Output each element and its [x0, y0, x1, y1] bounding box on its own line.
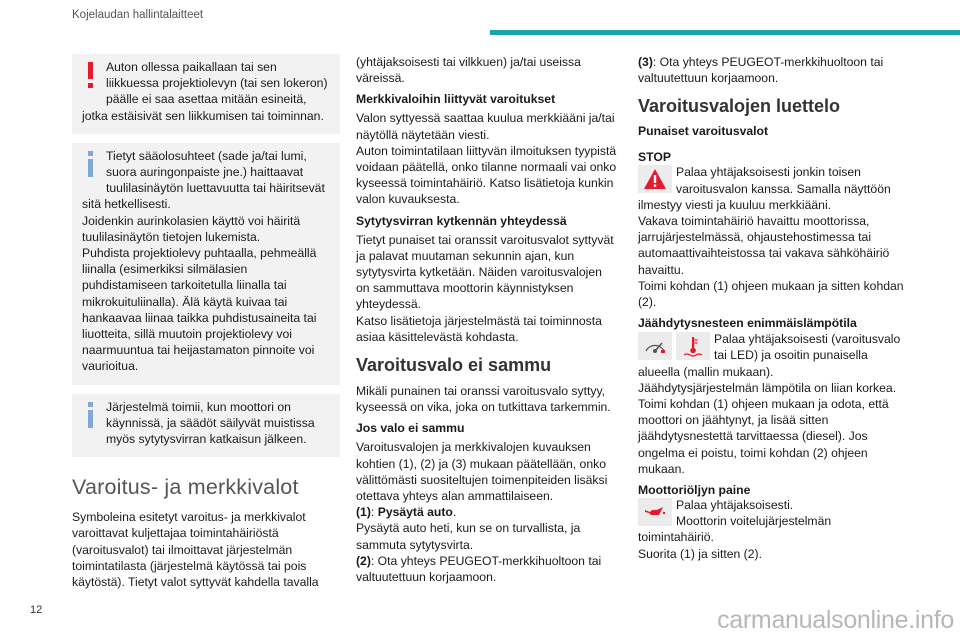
oil-pressure-entry — [638, 497, 910, 546]
stop-light-text: Palaa yhtäjaksoisesti jonkin toisen varoitusvalon kanssa. Samalla näyttöön ilmestyy viesti ja kuuluu merkkiääni. — [638, 165, 891, 212]
step-2-text: : Ota yhteys PEUGEOT-merkkihuoltoon tai valtuutettuun korjaamoon. — [356, 553, 602, 585]
paragraph: Valon syttyessä saattaa kuulua merkkiääni ja/tai näytöllä näytetään viesti. — [356, 111, 615, 142]
paragraph: (yhtäjaksoisesti tai vilkkuen) ja/tai useissa väreissä. — [356, 55, 581, 86]
watermark: carmanualsonline.info — [717, 606, 954, 634]
step-2-label: (2) — [356, 553, 371, 568]
column-middle — [356, 54, 618, 585]
coolant-light-text-3: Toimi kohdan (1) ohjeen mukaan ja odota, että moottori on jäähtynyt, ja lisää sitten jäähdytysnestettä tarvittaessa (diesel). Jos ongelma ei poistu, toimi kohdan (2) ohjeen mukaan. — [638, 397, 889, 476]
subheading-if-light-stays-on: Jos valo ei sammu — [356, 421, 465, 436]
info-icon — [82, 402, 100, 432]
step-1-separator: : — [370, 505, 378, 520]
section-title-warning-lights: Varoitus- ja merkkivalot — [72, 475, 299, 500]
step-1-label: (1) — [356, 505, 371, 520]
subheading-indicators: Merkkivaloihin liittyvät varoitukset — [356, 92, 556, 107]
info-box-text: Järjestelmä toimii, kun moottori on käynnissä, ja säädöt säilyvät muistissa myös sytytysvirran katkaisun jälkeen. — [106, 399, 315, 447]
stop-light-entry — [638, 164, 910, 213]
paragraph: Mikäli punainen tai oranssi varoitusvalo syttyy, kyseessä on vika, joka on tutkittava tarkemmin. — [356, 384, 611, 415]
paragraph: Tietyt punaiset tai oranssit varoitusvalot syttyvät ja palavat muutaman sekunnin ajan, kun sytytysvirta kytketään. Näiden varoitusvalojen on sammuttava moottorin käynnistyksen yhteydessä. — [356, 232, 614, 312]
info-box-memory — [72, 394, 340, 458]
step-1-end: . — [452, 505, 457, 520]
stop-light-text-3: Toimi kohdan (1) ohjeen mukaan ja sitten kohdan (2). — [638, 278, 904, 310]
info-box-weather — [72, 143, 340, 385]
subheading-ignition: Sytytysvirran kytkennän yhteydessä — [356, 213, 567, 228]
header-accent-bar — [490, 30, 960, 35]
stop-warning-triangle-icon — [638, 165, 672, 193]
warning-box — [72, 54, 340, 134]
oil-pressure-text-2: Moottorin voitelujärjestelmän toimintahäiriö. — [638, 514, 832, 545]
info-box-line: Joidenkin aurinkolasien käyttö voi häiritä tuulilasinäytön tietojen lukemista. — [82, 213, 301, 244]
info-box-line: Tietyt sääolosuhteet (sade ja/tai lumi, suora auringonpaiste jne.) haittaavat tuulilasinäytön luettavuutta tai häiritsevät sitä hetkellisesti. — [82, 148, 325, 212]
paragraph: Varoitusvalojen ja merkkivalojen kuvauksen kohtien (1), (2) ja (3) mukaan päätellään, onko välittömästi suositeltujen toimenpiteiden lisäksi otettava yhteys alan ammattilaiseen. — [356, 440, 608, 504]
info-icon — [82, 151, 100, 181]
warning-box-text: Auton ollessa paikallaan tai sen liikkuessa projektiolevyn (tai sen lokeron) päälle ei saa asettaa mitään esineitä, jotka estäisivät sen liikkumisen tai toiminnan. — [82, 60, 328, 123]
warning-exclamation-icon — [82, 62, 100, 92]
page-number: 12 — [30, 604, 43, 616]
coolant-light-text-2: Jäähdytysjärjestelmän lämpötila on liian korkea. — [638, 380, 897, 395]
section-title-light-stays-on: Varoitusvalo ei sammu — [356, 355, 552, 376]
info-box-line: Puhdista projektiolevy puhtaalla, pehmeällä liinalla (esimerkiksi silmälasien puhdistamiseen tarkoitetulla liinalla tai mikrokuituliinalla). Älä käytä kuivaa tai hankaavaa liinaa taikka puhdistusaineita tai liuotteita, sillä muutoin projektiolevy voi naarmuuntua tai heijastamaton pinnoite voi vaurioitua. — [82, 246, 317, 374]
step-3-line — [638, 54, 910, 86]
oil-pressure-text-3: Suorita (1) ja sitten (2). — [638, 546, 762, 561]
stop-light-text-2: Vakava toimintahäiriö havaittu moottorissa, jarrujärjestelmässä, ohjaustehostimessa tai automaattivaihteistossa tai vakava sähköhäiriö havaittu. — [638, 214, 890, 277]
paragraph: Katso lisätietoja järjestelmästä tai toiminnosta asiaa käsittelevästä kohdasta. — [356, 313, 602, 344]
step-1-text: Pysäytä auto heti, kun se on turvallista, ja sammuta sytytysvirta. — [356, 521, 581, 552]
step-1-line — [356, 504, 618, 520]
coolant-light-text: Palaa yhtäjaksoisesti (varoitusvalo tai LED) ja osoitin punaisella alueella (mallin mukaan). — [638, 332, 901, 379]
column-left — [72, 54, 340, 590]
column-right — [638, 54, 910, 562]
oil-can-icon — [638, 498, 672, 526]
paragraph: Auton toimintatilaan liittyvän ilmoituksen tyypistä voidaan päätellä, onko tilanne normaali vai onko kyseessä toimintahäiriö. Katso lisätietoja kunkin valon kuvauksesta. — [356, 143, 617, 207]
coolant-light-title: Jäähdytysnesteen enimmäislämpötila — [638, 316, 857, 331]
step-2-line — [356, 553, 618, 585]
running-header: Kojelaudan hallintalaitteet — [72, 9, 204, 21]
coolant-light-entry — [638, 331, 910, 380]
coolant-thermometer-icon — [676, 332, 710, 360]
section-title-warning-list: Varoitusvalojen luettelo — [638, 96, 841, 117]
step-3-label: (3) — [638, 55, 653, 69]
subheading-red-warning-lights: Punaiset varoitusvalot — [638, 124, 769, 139]
step-3-text: : Ota yhteys PEUGEOT-merkkihuoltoon tai valtuutettuun korjaamoon. — [638, 55, 884, 86]
oil-pressure-text: Palaa yhtäjaksoisesti. — [676, 498, 794, 513]
stop-light-title: STOP — [638, 150, 671, 165]
oil-pressure-title: Moottoriöljyn paine — [638, 483, 751, 498]
section-body: Symboleina esitetyt varoitus- ja merkkivalot varoittavat kuljettajaa toimintahäiriöstä (varoitusvalot) tai ilmoittavat järjestelmän toimintatilasta (järjestelmä käytössä tai pois käytöstä). Tietyt valot syttyvät kahdella tavalla — [72, 510, 319, 590]
coolant-gauge-icon — [638, 332, 672, 360]
step-1-title: Pysäytä auto — [377, 505, 453, 520]
